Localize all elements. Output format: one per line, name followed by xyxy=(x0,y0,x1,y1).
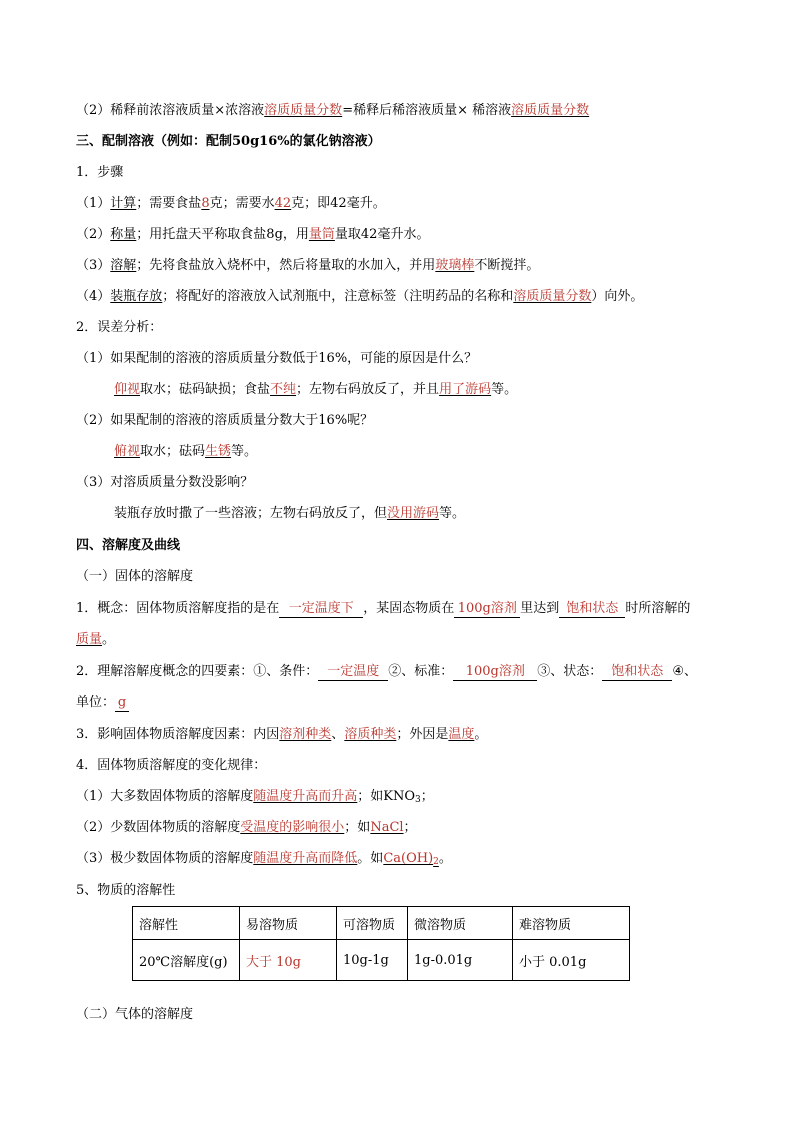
table-cell: 20℃溶解度(g) xyxy=(133,940,240,981)
answer: 溶质质量分数 xyxy=(264,103,343,118)
table-header-cell: 难溶物质 xyxy=(513,907,630,940)
factors-line: 3．影响固体物质溶解度因素：内因溶剂种类、溶质种类；外因是温度。 xyxy=(76,727,488,742)
section4-title: 四、溶解度及曲线 xyxy=(76,538,181,553)
table-row xyxy=(133,940,630,981)
concept-line-2: 质量。 xyxy=(76,632,116,647)
answer-3: 装瓶存放时撒了一些溶液；左物右码放反了，但没用游码等。 xyxy=(114,506,466,521)
four-elements-line-2: 单位： g xyxy=(76,694,129,712)
subsection-gas: （二）气体的溶解度 xyxy=(76,1007,194,1022)
answer-2: 俯视取水；砝码生锈等。 xyxy=(114,444,258,459)
table-cell: 小于 0.01g xyxy=(513,940,630,981)
table-row xyxy=(133,907,630,940)
solubility-table xyxy=(132,906,630,981)
table-cell: 大于 10g xyxy=(240,940,337,981)
answer-1: 仰视取水；砝码缺损；食盐不纯；左物右码放反了，并且用了游码等。 xyxy=(114,382,518,397)
answer: 溶质质量分数 xyxy=(511,103,590,118)
steps-title: 1．步骤 xyxy=(76,165,124,180)
concept-line-1: 1．概念：固体物质溶解度指的是在 一定温度下 ，某固态物质在 100g溶剂 里达到 饱和状态 时所溶解的 xyxy=(76,601,691,616)
error-title: 2．误差分析： xyxy=(76,320,163,335)
subsection-solid: （一）固体的溶解度 xyxy=(76,569,194,584)
question-1: （1）如果配制的溶液的溶质质量分数低于16%，可能的原因是什么？ xyxy=(76,351,478,366)
table-header-cell: 可溶物质 xyxy=(337,907,408,940)
table-header-cell: 微溶物质 xyxy=(408,907,513,940)
four-elements-line-1: 2．理解溶解度概念的四要素：①、条件： 一定温度 ②、标准： 100g溶剂 ③、状态： 饱和状态 ④、 xyxy=(76,664,697,679)
question-3: （3）对溶质质量分数没影响？ xyxy=(76,475,254,490)
question-2: （2）如果配制的溶液的溶质质量分数大于16%呢？ xyxy=(76,413,374,428)
section3-title: 三、配制溶液（例如：配制50g16%的氯化钠溶液） xyxy=(76,134,381,149)
step-1: （1）计算；需要食盐8克；需要水42克；即42毫升。 xyxy=(76,196,386,211)
table-header-cell: 易溶物质 xyxy=(240,907,337,940)
solubility-title: 5、物质的溶解性 xyxy=(76,883,176,898)
table-header-cell: 溶解性 xyxy=(133,907,240,940)
dilution-formula: （2）稀释前浓溶液质量×浓溶液溶质质量分数=稀释后稀溶液质量× 稀溶液溶质质量分数 xyxy=(76,103,590,118)
rule-2: （2）少数固体物质的溶解度受温度的影响很小；如NaCl； xyxy=(76,820,417,835)
table-cell: 1g-0.01g xyxy=(408,940,513,981)
rule-3: （3）极少数固体物质的溶解度随温度升高而降低。如$Ca(OH)_2$。 xyxy=(76,851,452,867)
rules-title: 4．固体物质溶解度的变化规律： xyxy=(76,758,267,773)
table-cell: 10g-1g xyxy=(337,940,408,981)
step-2: （2）称量；用托盘天平称取食盐8g，用量筒量取42毫升水。 xyxy=(76,227,430,242)
step-4: （4）装瓶存放；将配好的溶液放入试剂瓶中，注意标签（注明药品的名称和溶质质量分数）向外。 xyxy=(76,289,644,304)
step-3: （3）溶解；先将食盐放入烧杯中，然后将量取的水加入，并用玻璃棒不断搅拌。 xyxy=(76,258,540,273)
rule-1: （1）大多数固体物质的溶解度随温度升高而升高；如$KNO_3$； xyxy=(76,789,434,805)
